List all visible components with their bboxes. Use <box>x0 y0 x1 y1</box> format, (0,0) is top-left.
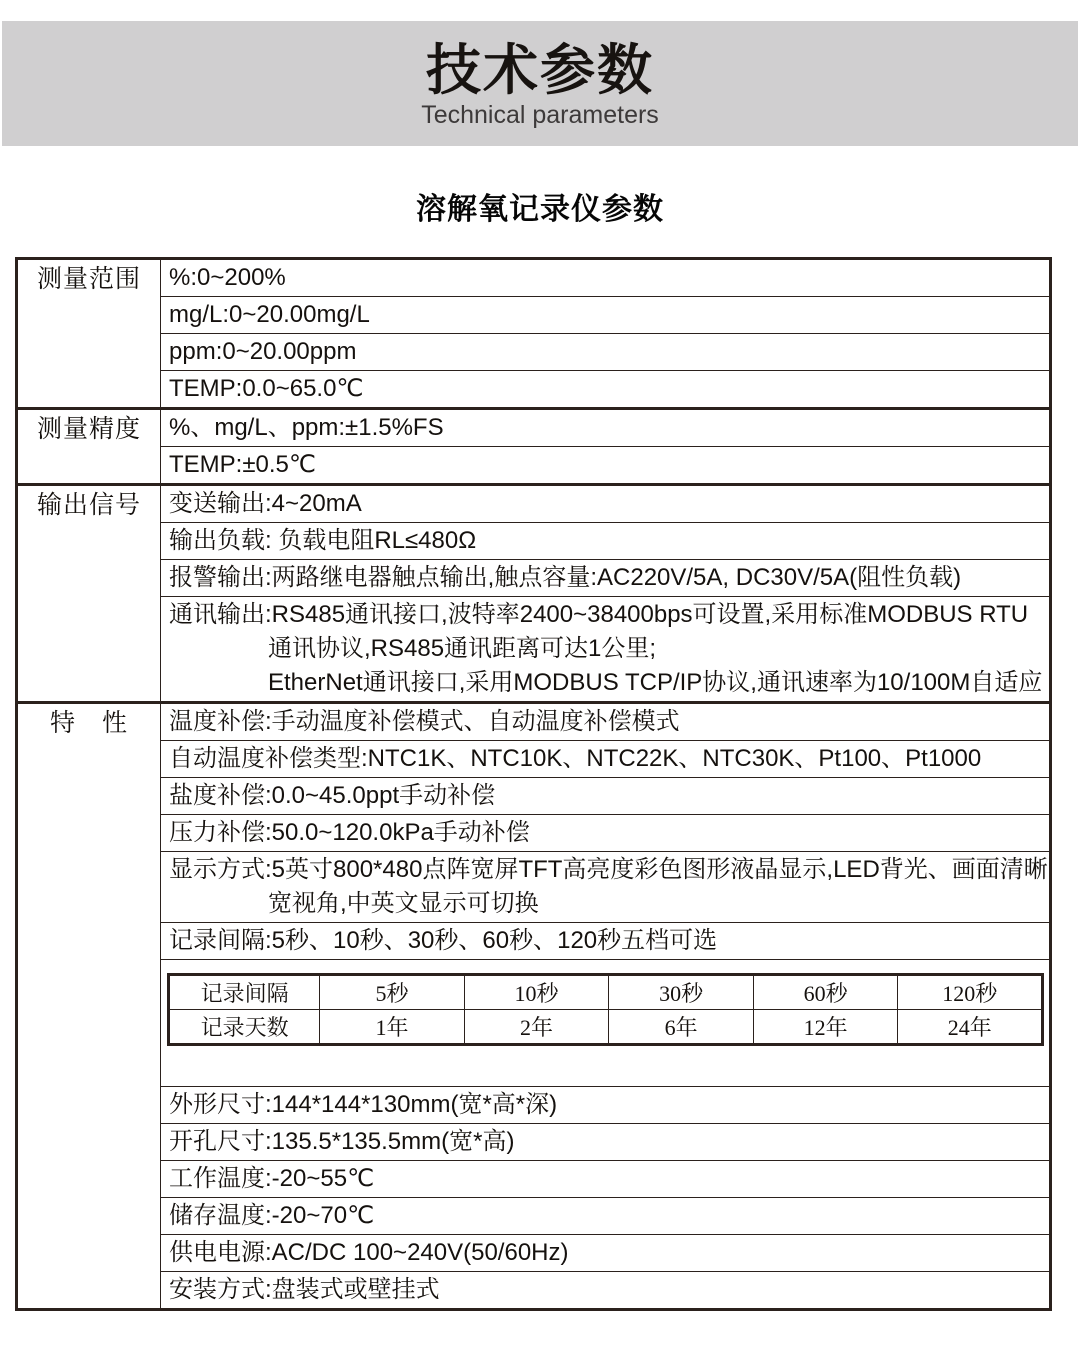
spec-row <box>17 297 1051 334</box>
spec-value: TEMP:0.0~65.0℃ <box>169 375 364 402</box>
spec-value: 储存温度:-20~70℃ <box>169 1202 375 1229</box>
spec-row <box>17 1124 1051 1161</box>
header-banner <box>2 21 1078 146</box>
spec-cell <box>161 741 1051 778</box>
spec-row <box>17 923 1051 960</box>
spec-row <box>17 409 1051 447</box>
spec-value: 变送输出:4~20mA <box>169 490 362 517</box>
spec-cell <box>161 1235 1051 1272</box>
spec-value: 输出负载: 负载电阻RL≤480Ω <box>169 527 477 554</box>
category-cell-measure-range: 测量范围 <box>17 259 161 409</box>
spec-cell <box>161 1198 1051 1235</box>
spec-cell <box>161 485 1051 523</box>
spec-cell <box>161 334 1051 371</box>
spec-row <box>17 852 1051 923</box>
spec-value-continued: 通讯协议,RS485通讯距离可达1公里; <box>268 635 657 662</box>
page <box>0 21 1080 1357</box>
spec-cell <box>161 703 1051 741</box>
spec-row <box>17 1272 1051 1310</box>
spec-value-continued: 宽视角,中英文显示可切换 <box>268 890 539 917</box>
spec-cell <box>161 371 1051 409</box>
spec-cell <box>161 923 1051 960</box>
spec-cell <box>161 852 1051 923</box>
record-cell: 记录天数 <box>169 1010 320 1045</box>
spec-value: %、mg/L、ppm:±1.5%FS <box>169 414 444 441</box>
record-cell: 2年 <box>464 1010 609 1045</box>
spec-value: 安装方式:盘装式或壁挂式 <box>169 1276 440 1303</box>
spec-row <box>17 741 1051 778</box>
spec-row <box>17 815 1051 852</box>
category-cell-features: 特 性 <box>17 703 161 1310</box>
spec-row <box>17 447 1051 485</box>
spec-value: 盐度补偿:0.0~45.0ppt手动补偿 <box>169 782 496 809</box>
record-cell: 10秒 <box>464 975 609 1010</box>
record-cell: 30秒 <box>609 975 754 1010</box>
spec-value: 外形尺寸:144*144*130mm(宽*高*深) <box>169 1091 558 1118</box>
spec-row <box>17 523 1051 560</box>
spec-cell <box>161 447 1051 485</box>
spec-row <box>17 371 1051 409</box>
spec-row <box>17 560 1051 597</box>
record-cell: 1年 <box>320 1010 465 1045</box>
spec-value: %:0~200% <box>169 264 286 291</box>
page-subtitle: Technical parameters <box>421 101 659 129</box>
spec-row <box>17 778 1051 815</box>
spec-cell <box>161 560 1051 597</box>
spec-row <box>17 334 1051 371</box>
record-days-row <box>169 1010 1043 1045</box>
record-subtable-row <box>17 960 1051 1087</box>
record-cell: 60秒 <box>753 975 898 1010</box>
spec-table <box>15 257 1052 1311</box>
record-cell: 120秒 <box>898 975 1043 1010</box>
spec-value: 显示方式:5英寸800*480点阵宽屏TFT高亮度彩色图形液晶显示,LED背光、画面清晰 <box>169 856 1048 883</box>
spec-cell <box>161 259 1051 297</box>
spec-row <box>17 1087 1051 1124</box>
spec-cell <box>161 1161 1051 1198</box>
record-interval-table <box>167 973 1044 1046</box>
spec-value: 报警输出:两路继电器触点输出,触点容量:AC220V/5A, DC30V/5A(阻性负载) <box>169 564 962 591</box>
spec-row <box>17 597 1051 703</box>
spec-row <box>17 1235 1051 1272</box>
spec-cell <box>161 409 1051 447</box>
section-title: 溶解氧记录仪参数 <box>416 193 664 226</box>
record-cell: 12年 <box>753 1010 898 1045</box>
category-cell-measure-accuracy: 测量精度 <box>17 409 161 485</box>
record-cell: 5秒 <box>320 975 465 1010</box>
page-title: 技术参数 <box>425 39 654 101</box>
record-cell: 记录间隔 <box>169 975 320 1010</box>
spec-row <box>17 1198 1051 1235</box>
record-cell: 6年 <box>609 1010 754 1045</box>
spec-cell <box>161 778 1051 815</box>
spec-value: mg/L:0~20.00mg/L <box>169 301 370 328</box>
spec-value: ppm:0~20.00ppm <box>169 338 357 365</box>
spec-value-continued: EtherNet通讯接口,采用MODBUS TCP/IP协议,通讯速率为10/100M自适应 <box>268 669 1043 696</box>
spec-cell <box>161 815 1051 852</box>
spec-row <box>17 259 1051 297</box>
spec-row <box>17 1161 1051 1198</box>
category-cell-output-signal: 输出信号 <box>17 485 161 703</box>
spec-cell <box>161 297 1051 334</box>
spec-value: 压力补偿:50.0~120.0kPa手动补偿 <box>169 819 530 846</box>
spec-value: 供电电源:AC/DC 100~240V(50/60Hz) <box>169 1239 569 1266</box>
spec-value: TEMP:±0.5℃ <box>169 451 316 478</box>
spec-row <box>17 485 1051 523</box>
spec-value: 温度补偿:手动温度补偿模式、自动温度补偿模式 <box>169 708 680 735</box>
record-subtable-cell <box>161 960 1051 1087</box>
spec-row <box>17 703 1051 741</box>
spec-cell <box>161 1272 1051 1310</box>
spec-value: 开孔尺寸:135.5*135.5mm(宽*高) <box>169 1128 515 1155</box>
spec-value: 自动温度补偿类型:NTC1K、NTC10K、NTC22K、NTC30K、Pt100、Pt1000 <box>169 745 982 772</box>
spec-cell <box>161 1124 1051 1161</box>
record-interval-row <box>169 975 1043 1010</box>
spec-value: 工作温度:-20~55℃ <box>169 1165 375 1192</box>
record-cell: 24年 <box>898 1010 1043 1045</box>
spec-value: 记录间隔:5秒、10秒、30秒、60秒、120秒五档可选 <box>169 927 718 954</box>
spec-cell <box>161 1087 1051 1124</box>
spec-cell <box>161 597 1051 703</box>
spec-value: 通讯输出:RS485通讯接口,波特率2400~38400bps可设置,采用标准MODBUS RTU <box>169 601 1029 628</box>
spec-cell <box>161 523 1051 560</box>
